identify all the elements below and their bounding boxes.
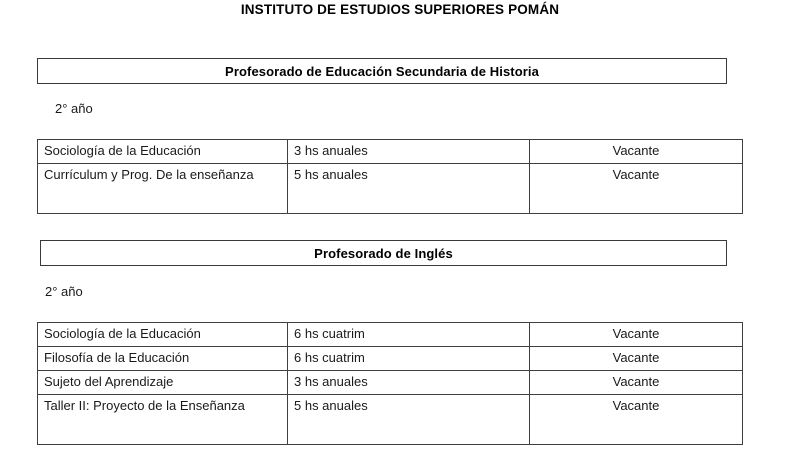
career-banner-label: Profesorado de Inglés xyxy=(314,245,453,261)
table-row xyxy=(38,323,743,347)
career-banner-historia xyxy=(37,58,727,84)
cell-subject: Sociología de la Educación xyxy=(38,140,288,164)
cell-hours: 3 hs anuales xyxy=(288,140,530,164)
cell-status: Vacante xyxy=(530,323,743,347)
cell-status: Vacante xyxy=(530,371,743,395)
subject-table-ingles xyxy=(37,322,743,445)
career-banner-ingles xyxy=(40,240,727,266)
cell-hours: 6 hs cuatrim xyxy=(288,323,530,347)
cell-hours: 5 hs anuales xyxy=(288,164,530,214)
year-label-ingles: 2° año xyxy=(45,284,83,299)
cell-status: Vacante xyxy=(530,140,743,164)
cell-subject: Taller II: Proyecto de la Enseñanza xyxy=(38,395,288,445)
cell-subject: Sociología de la Educación xyxy=(38,323,288,347)
cell-status: Vacante xyxy=(530,395,743,445)
table-row xyxy=(38,395,743,445)
cell-subject: Currículum y Prog. De la enseñanza xyxy=(38,164,288,214)
table-row xyxy=(38,371,743,395)
career-banner-label: Profesorado de Educación Secundaria de Historia xyxy=(225,63,539,79)
cell-status: Vacante xyxy=(530,164,743,214)
table-row xyxy=(38,140,743,164)
cell-subject: Sujeto del Aprendizaje xyxy=(38,371,288,395)
table-row xyxy=(38,347,743,371)
cell-hours: 3 hs anuales xyxy=(288,371,530,395)
table-row xyxy=(38,164,743,214)
cell-subject: Filosofía de la Educación xyxy=(38,347,288,371)
year-label-historia: 2° año xyxy=(55,101,93,116)
page-title: INSTITUTO DE ESTUDIOS SUPERIORES POMÁN xyxy=(240,2,560,17)
cell-hours: 6 hs cuatrim xyxy=(288,347,530,371)
cell-status: Vacante xyxy=(530,347,743,371)
subject-table-historia xyxy=(37,139,743,214)
cell-hours: 5 hs anuales xyxy=(288,395,530,445)
